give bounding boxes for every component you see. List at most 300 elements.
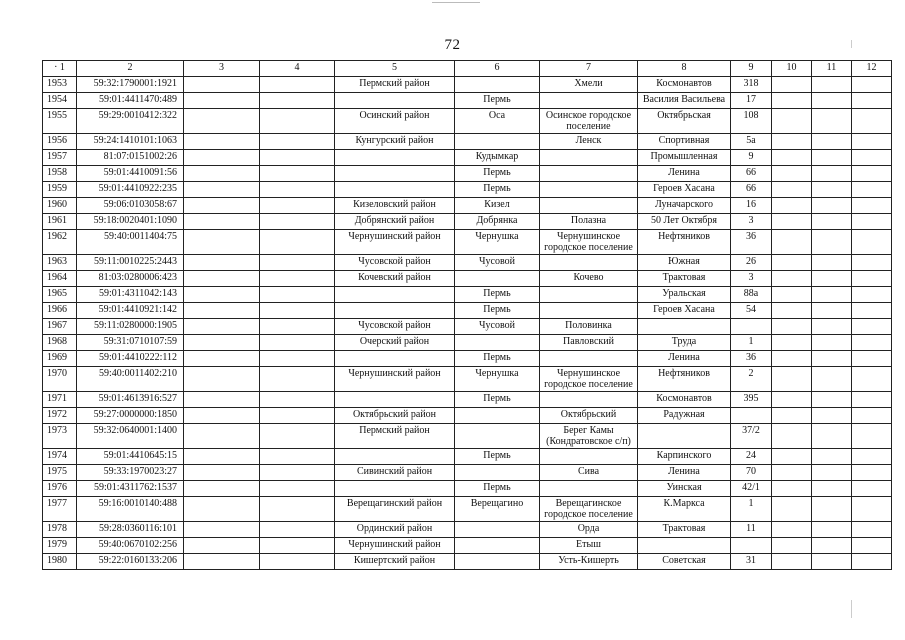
cell-district: Чусовской район (335, 319, 455, 335)
cell-cadastral-number: 59:01:4410222:112 (77, 351, 184, 367)
cell-row-number: 1965 (43, 287, 77, 303)
cell-row-number: 1953 (43, 77, 77, 93)
cell-settlement (540, 481, 638, 497)
cell-settlement: Чернушинское городское поселение (540, 367, 638, 392)
cell-house: 17 (731, 93, 772, 109)
cell-row-number: 1969 (43, 351, 77, 367)
cell-col10 (772, 303, 812, 319)
cell-city: Добрянка (455, 214, 540, 230)
cell-city: Чусовой (455, 255, 540, 271)
cell-col11 (812, 392, 852, 408)
cell-district: Добрянский район (335, 214, 455, 230)
cell-street: Ленина (638, 351, 731, 367)
cell-district (335, 287, 455, 303)
cell-col4 (260, 198, 335, 214)
cell-row-number: 1954 (43, 93, 77, 109)
table-row (43, 465, 892, 481)
cell-col10 (772, 93, 812, 109)
cell-col11 (812, 351, 852, 367)
cell-cadastral-number: 59:01:4410922:235 (77, 182, 184, 198)
table-row (43, 166, 892, 182)
cell-col11 (812, 424, 852, 449)
cell-col11 (812, 287, 852, 303)
cell-district (335, 351, 455, 367)
registry-table (42, 60, 892, 570)
cell-row-number: 1966 (43, 303, 77, 319)
cell-col11 (812, 255, 852, 271)
cell-col4 (260, 367, 335, 392)
cell-col3 (184, 214, 260, 230)
cell-col3 (184, 554, 260, 570)
cell-cadastral-number: 59:11:0010225:2443 (77, 255, 184, 271)
cell-col12 (852, 351, 892, 367)
column-header: 3 (184, 61, 260, 77)
cell-cadastral-number: 59:40:0011402:210 (77, 367, 184, 392)
cell-district: Верещагинский район (335, 497, 455, 522)
cell-city (455, 134, 540, 150)
cell-district: Кишертский район (335, 554, 455, 570)
cell-settlement (540, 255, 638, 271)
cell-cadastral-number: 59:24:1410101:1063 (77, 134, 184, 150)
cell-col10 (772, 230, 812, 255)
table-body (43, 77, 892, 570)
cell-street: Василия Васильева (638, 93, 731, 109)
cell-col10 (772, 150, 812, 166)
cell-row-number: 1962 (43, 230, 77, 255)
cell-row-number: 1959 (43, 182, 77, 198)
cell-col10 (772, 182, 812, 198)
cell-col12 (852, 271, 892, 287)
cell-district: Ординский район (335, 522, 455, 538)
cell-street: Южная (638, 255, 731, 271)
cell-col4 (260, 214, 335, 230)
cell-house: 36 (731, 351, 772, 367)
cell-district (335, 150, 455, 166)
cell-col11 (812, 522, 852, 538)
cell-house: 1 (731, 335, 772, 351)
cell-cadastral-number: 59:01:4410921:142 (77, 303, 184, 319)
table-row (43, 392, 892, 408)
cell-city (455, 271, 540, 287)
cell-col4 (260, 408, 335, 424)
cell-col10 (772, 134, 812, 150)
cell-city (455, 77, 540, 93)
cell-row-number: 1955 (43, 109, 77, 134)
cell-city: Кизел (455, 198, 540, 214)
cell-cadastral-number: 59:01:4311762:1537 (77, 481, 184, 497)
cell-col3 (184, 522, 260, 538)
cell-col3 (184, 449, 260, 465)
cell-col3 (184, 166, 260, 182)
cell-house: 5а (731, 134, 772, 150)
cell-col3 (184, 198, 260, 214)
cell-col4 (260, 319, 335, 335)
cell-col10 (772, 77, 812, 93)
cell-street: Трактовая (638, 271, 731, 287)
cell-col10 (772, 198, 812, 214)
cell-district: Чусовской район (335, 255, 455, 271)
cell-row-number: 1974 (43, 449, 77, 465)
cell-col4 (260, 134, 335, 150)
cell-col10 (772, 497, 812, 522)
cell-col10 (772, 271, 812, 287)
column-header: 4 (260, 61, 335, 77)
cell-row-number: 1957 (43, 150, 77, 166)
table-row (43, 134, 892, 150)
cell-col3 (184, 538, 260, 554)
cell-col12 (852, 255, 892, 271)
cell-settlement: Осинское городское поселение (540, 109, 638, 134)
cell-row-number: 1968 (43, 335, 77, 351)
cell-cadastral-number: 59:01:4411470:489 (77, 93, 184, 109)
cell-district: Чернушинский район (335, 538, 455, 554)
cell-city (455, 335, 540, 351)
table-row (43, 449, 892, 465)
cell-row-number: 1970 (43, 367, 77, 392)
cell-col10 (772, 214, 812, 230)
cell-col4 (260, 109, 335, 134)
cell-street: Промышленная (638, 150, 731, 166)
cell-settlement (540, 93, 638, 109)
cell-col3 (184, 109, 260, 134)
cell-house: 70 (731, 465, 772, 481)
cell-district: Кунгурский район (335, 134, 455, 150)
cell-house: 1 (731, 497, 772, 522)
cell-district (335, 166, 455, 182)
cell-house (731, 319, 772, 335)
column-header: · 1 (43, 61, 77, 77)
cell-col4 (260, 392, 335, 408)
table-row (43, 255, 892, 271)
cell-street: Героев Хасана (638, 303, 731, 319)
cell-col11 (812, 408, 852, 424)
table-row (43, 109, 892, 134)
cell-col4 (260, 351, 335, 367)
cell-col11 (812, 271, 852, 287)
cell-col12 (852, 465, 892, 481)
cell-cadastral-number: 59:18:0020401:1090 (77, 214, 184, 230)
cell-col4 (260, 182, 335, 198)
cell-street: Нефтяников (638, 367, 731, 392)
table-row (43, 335, 892, 351)
table-row (43, 214, 892, 230)
cell-house: 66 (731, 182, 772, 198)
cell-settlement: Верещагинское городское поселение (540, 497, 638, 522)
cell-col3 (184, 93, 260, 109)
cell-row-number: 1956 (43, 134, 77, 150)
cell-col10 (772, 481, 812, 497)
cell-settlement (540, 182, 638, 198)
cell-street: Ленина (638, 465, 731, 481)
table-row (43, 93, 892, 109)
cell-col4 (260, 93, 335, 109)
cell-row-number: 1978 (43, 522, 77, 538)
cell-city (455, 424, 540, 449)
cell-col12 (852, 538, 892, 554)
cell-row-number: 1961 (43, 214, 77, 230)
cell-col12 (852, 554, 892, 570)
cell-col10 (772, 424, 812, 449)
cell-settlement (540, 449, 638, 465)
cell-district: Осинский район (335, 109, 455, 134)
cell-house: 2 (731, 367, 772, 392)
cell-city: Пермь (455, 93, 540, 109)
cell-house: 395 (731, 392, 772, 408)
cell-row-number: 1973 (43, 424, 77, 449)
cell-col11 (812, 93, 852, 109)
cell-city: Верещагино (455, 497, 540, 522)
cell-col3 (184, 77, 260, 93)
cell-col4 (260, 271, 335, 287)
cell-row-number: 1963 (43, 255, 77, 271)
cell-col10 (772, 335, 812, 351)
cell-district (335, 303, 455, 319)
cell-col10 (772, 449, 812, 465)
cell-col11 (812, 214, 852, 230)
cell-col4 (260, 522, 335, 538)
column-header: 5 (335, 61, 455, 77)
cell-col11 (812, 554, 852, 570)
cell-col3 (184, 335, 260, 351)
cell-settlement: Октябрьский (540, 408, 638, 424)
cell-col3 (184, 150, 260, 166)
cell-city: Пермь (455, 303, 540, 319)
cell-col12 (852, 150, 892, 166)
cell-col4 (260, 335, 335, 351)
cell-col10 (772, 538, 812, 554)
cell-col4 (260, 255, 335, 271)
cell-city: Пермь (455, 392, 540, 408)
cell-district (335, 93, 455, 109)
cell-city: Пермь (455, 182, 540, 198)
cell-col12 (852, 214, 892, 230)
cell-cadastral-number: 59:40:0670102:256 (77, 538, 184, 554)
cell-col4 (260, 230, 335, 255)
cell-col11 (812, 230, 852, 255)
cell-col11 (812, 465, 852, 481)
table-row (43, 198, 892, 214)
cell-col4 (260, 554, 335, 570)
cell-house: 54 (731, 303, 772, 319)
top-rule (432, 2, 480, 3)
cell-city (455, 554, 540, 570)
cell-house: 37/2 (731, 424, 772, 449)
cell-settlement: Ленск (540, 134, 638, 150)
cell-city: Пермь (455, 481, 540, 497)
table-row (43, 319, 892, 335)
cell-col11 (812, 198, 852, 214)
cell-district: Кочевский район (335, 271, 455, 287)
cell-row-number: 1979 (43, 538, 77, 554)
cell-col12 (852, 497, 892, 522)
cell-col3 (184, 497, 260, 522)
cell-settlement (540, 198, 638, 214)
column-header: 6 (455, 61, 540, 77)
cell-cadastral-number: 59:27:0000000:1850 (77, 408, 184, 424)
cell-street: Уральская (638, 287, 731, 303)
cell-street: Радужная (638, 408, 731, 424)
cell-row-number: 1972 (43, 408, 77, 424)
cell-col10 (772, 109, 812, 134)
cell-house: 31 (731, 554, 772, 570)
cell-col3 (184, 367, 260, 392)
column-header: 12 (852, 61, 892, 77)
table-row (43, 77, 892, 93)
cell-cadastral-number: 59:32:1790001:1921 (77, 77, 184, 93)
cell-col3 (184, 230, 260, 255)
cell-settlement: Етыш (540, 538, 638, 554)
cell-house: 24 (731, 449, 772, 465)
cell-col12 (852, 287, 892, 303)
cell-city: Оса (455, 109, 540, 134)
cell-col4 (260, 424, 335, 449)
cell-row-number: 1977 (43, 497, 77, 522)
cell-city: Пермь (455, 351, 540, 367)
cell-house (731, 408, 772, 424)
cell-col10 (772, 367, 812, 392)
table-row (43, 522, 892, 538)
cell-settlement (540, 392, 638, 408)
cell-col11 (812, 109, 852, 134)
cell-house: 16 (731, 198, 772, 214)
cell-col11 (812, 182, 852, 198)
column-header: 10 (772, 61, 812, 77)
cell-col3 (184, 182, 260, 198)
margin-mark (851, 600, 852, 618)
cell-district (335, 182, 455, 198)
cell-col4 (260, 150, 335, 166)
cell-col11 (812, 77, 852, 93)
cell-col4 (260, 465, 335, 481)
cell-col3 (184, 408, 260, 424)
cell-settlement: Сива (540, 465, 638, 481)
cell-col11 (812, 134, 852, 150)
cell-settlement: Усть-Кишерть (540, 554, 638, 570)
cell-col4 (260, 449, 335, 465)
cell-col12 (852, 182, 892, 198)
cell-city (455, 522, 540, 538)
cell-district: Октябрьский район (335, 408, 455, 424)
table-row (43, 351, 892, 367)
cell-col10 (772, 166, 812, 182)
cell-street: Карпинского (638, 449, 731, 465)
cell-cadastral-number: 59:40:0011404:75 (77, 230, 184, 255)
table-row (43, 554, 892, 570)
cell-settlement (540, 166, 638, 182)
cell-col10 (772, 465, 812, 481)
cell-district: Чернушинский район (335, 230, 455, 255)
cell-col10 (772, 255, 812, 271)
cell-house: 26 (731, 255, 772, 271)
cell-district: Очерский район (335, 335, 455, 351)
cell-cadastral-number: 59:29:0010412:322 (77, 109, 184, 134)
column-header: 7 (540, 61, 638, 77)
cell-col12 (852, 367, 892, 392)
cell-street: Уинская (638, 481, 731, 497)
table-row (43, 230, 892, 255)
cell-col12 (852, 134, 892, 150)
table-row (43, 497, 892, 522)
cell-street (638, 538, 731, 554)
cell-row-number: 1964 (43, 271, 77, 287)
cell-row-number: 1976 (43, 481, 77, 497)
cell-row-number: 1958 (43, 166, 77, 182)
cell-house: 3 (731, 214, 772, 230)
cell-col12 (852, 166, 892, 182)
cell-street: Трактовая (638, 522, 731, 538)
table-row (43, 408, 892, 424)
cell-settlement (540, 303, 638, 319)
cell-city: Пермь (455, 166, 540, 182)
cell-house: 11 (731, 522, 772, 538)
cell-settlement: Павловский (540, 335, 638, 351)
cell-cadastral-number: 59:01:4410091:56 (77, 166, 184, 182)
table-row (43, 481, 892, 497)
cell-cadastral-number: 81:07:0151002:26 (77, 150, 184, 166)
cell-house: 36 (731, 230, 772, 255)
cell-col4 (260, 481, 335, 497)
cell-col12 (852, 424, 892, 449)
column-header: 11 (812, 61, 852, 77)
cell-col3 (184, 303, 260, 319)
table-row (43, 150, 892, 166)
cell-cadastral-number: 59:31:0710107:59 (77, 335, 184, 351)
cell-district: Пермский район (335, 424, 455, 449)
cell-col3 (184, 424, 260, 449)
cell-street (638, 424, 731, 449)
cell-street: Героев Хасана (638, 182, 731, 198)
cell-district: Кизеловский район (335, 198, 455, 214)
cell-settlement: Берег Камы (Кондратовское с/п) (540, 424, 638, 449)
column-header: 9 (731, 61, 772, 77)
cell-cadastral-number: 81:03:0280006:423 (77, 271, 184, 287)
cell-col10 (772, 287, 812, 303)
cell-col12 (852, 522, 892, 538)
cell-street: Нефтяников (638, 230, 731, 255)
cell-settlement (540, 150, 638, 166)
cell-col3 (184, 134, 260, 150)
cell-row-number: 1960 (43, 198, 77, 214)
column-header: 2 (77, 61, 184, 77)
cell-col3 (184, 255, 260, 271)
cell-house (731, 538, 772, 554)
cell-city (455, 465, 540, 481)
cell-cadastral-number: 59:16:0010140:488 (77, 497, 184, 522)
cell-col3 (184, 465, 260, 481)
cell-settlement (540, 351, 638, 367)
cell-col12 (852, 392, 892, 408)
column-header: 8 (638, 61, 731, 77)
page-number: 72 (444, 37, 461, 53)
cell-col4 (260, 303, 335, 319)
cell-col12 (852, 93, 892, 109)
cell-col12 (852, 109, 892, 134)
cell-house: 108 (731, 109, 772, 134)
cell-street: Ленина (638, 166, 731, 182)
cell-settlement: Половинка (540, 319, 638, 335)
table-row (43, 271, 892, 287)
cell-cadastral-number: 59:01:4311042:143 (77, 287, 184, 303)
cell-col12 (852, 230, 892, 255)
cell-col11 (812, 335, 852, 351)
cell-house: 88а (731, 287, 772, 303)
cell-street: Спортивная (638, 134, 731, 150)
cell-col4 (260, 287, 335, 303)
cell-col10 (772, 392, 812, 408)
cell-col10 (772, 408, 812, 424)
cell-col3 (184, 271, 260, 287)
cell-row-number: 1967 (43, 319, 77, 335)
